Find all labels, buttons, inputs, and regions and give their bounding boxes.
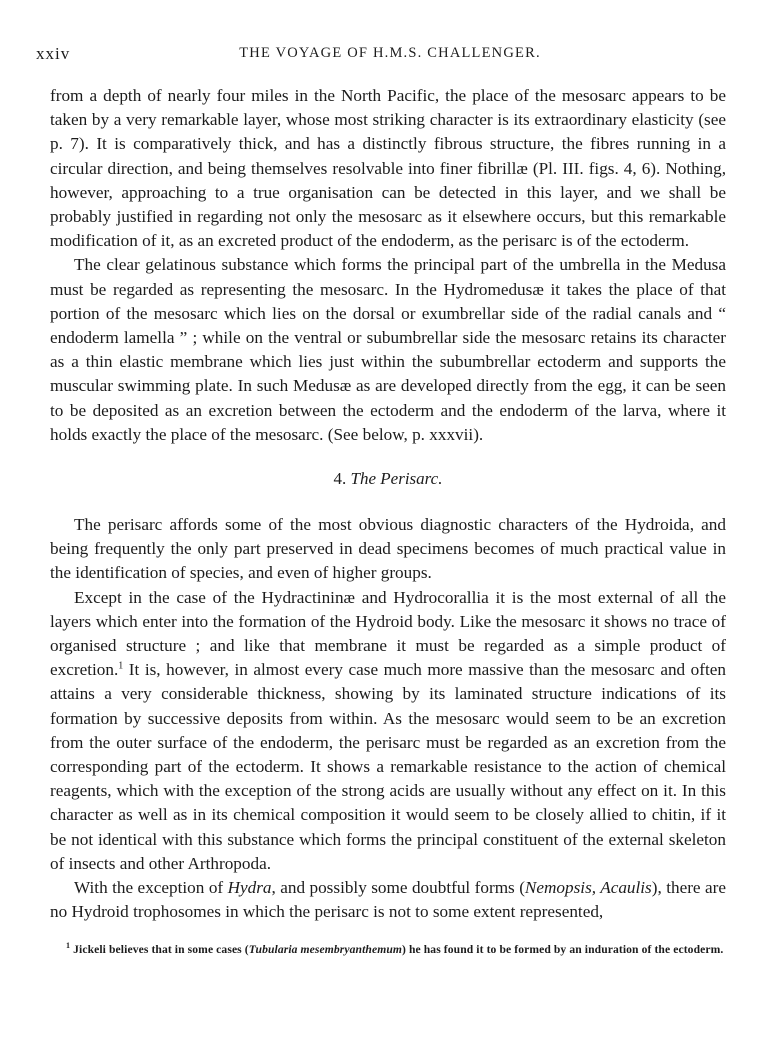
paragraph-perisarc-layers [50,586,726,876]
running-title: THE VOYAGE OF H.M.S. CHALLENGER. [239,45,541,61]
footnote-reference: 1 [118,660,124,672]
page-number: xxiv [36,44,71,63]
paragraph-medusa-mesosarc: The clear gelatinous substance which forms the principal part of the umbrella in the Medusa must be regarded as representing the mesosarc. In the Hydromedusæ it takes the place of that portion of the mesosarc which lies on the dorsal or exumbrellar side of the radial canals and “ endoderm lamella ” ; while on the ventral or subumbrellar side the mesosarc retains its character as a thin elastic membrane which lies just within the subumbrellar ectoderm and supports the muscular swimming plate. In such Medusæ as are developed directly from the egg, it can be seen to be deposited as an excretion between the ectoderm and the endoderm of the larva, where it holds exactly the place of the mesosarc. (See below, p. xxxvii). [50,255,726,444]
genus-names: Nemopsis, Acaulis [524,878,652,898]
section-number: 4. [333,469,347,489]
paragraph-perisarc-intro: The perisarc affords some of the most obvious diagnostic characters of the Hydroida, and being frequently the only part preserved in dead specimens becomes of much practical value in the identification of species, and even of higher groups. [50,515,726,583]
paragraph-text: , and possibly some doubtful forms ( [271,878,525,898]
section-title: The Perisarc. [350,469,443,489]
section-heading [50,468,726,490]
paragraph-trophosomes [50,876,726,924]
footnote-text: ) he has found it to be formed by an induration of the ectoderm. [402,943,724,956]
footnote-mark: 1 [66,941,71,951]
species-name: Tubularia mesembryanthemum [248,943,402,956]
paragraph-mesosarc-continued: from a depth of nearly four miles in the North Pacific, the place of the mesosarc appears to be taken by a very remarkable layer, whose most striking character is its extraordinary elasticity (see p. 7). It is comparatively thick, and has a distinctly fibrous structure, the fibres running in a circular direction, and being themselves resolvable into finer fibrillæ (Pl. III. figs. 4, 6). Nothing, however, approaching to a true organisation can be detected in this layer, and we shall be probably justified in regarding not only the mesosarc as it elsewhere occurs, but this remarkable modification of it, as an excreted product of the endoderm, as the perisarc is of the ectoderm. [50,86,726,251]
footnotes [50,943,730,958]
footnote-text: Jickeli believes that in some cases ( [70,943,249,956]
paragraph-text: With the exception of [74,878,228,898]
paragraph-text: ), there are no Hydroid trophosomes in which the perisarc is not to some extent represented, [50,878,726,922]
page-header [36,44,744,70]
paragraph-text: Except in the case of the Hydractininæ and Hydrocorallia it is the most external of all the layers which enter into the formation of the Hydroid body. Like the mesosarc it shows no trace of organised structure ; and like that membrane it must be regarded as a simple product of excretion. [50,587,726,680]
body-text [50,84,726,925]
footnote [50,943,730,958]
genus-name: Hydra [227,878,272,898]
paragraph-text: It is, however, in almost every case much more massive than the mesosarc and often attains a very considerable thickness, showing by its laminated structure indications of its formation by successive deposits from within. As the mesosarc would seem to be an excretion from the outer surface of the endoderm, the perisarc must be regarded as an excretion from the corresponding part of the ectoderm. It shows a remarkable resistance to the action of chemical reagents, which with the exception of the strong acids are usually without any effect on it. In this character as well as in its chemical composition it would seem to be closely allied to chitin, if it be not identical with this substance which forms the principal constituent of the external skeleton of insects and other Arthropoda. [50,660,726,873]
